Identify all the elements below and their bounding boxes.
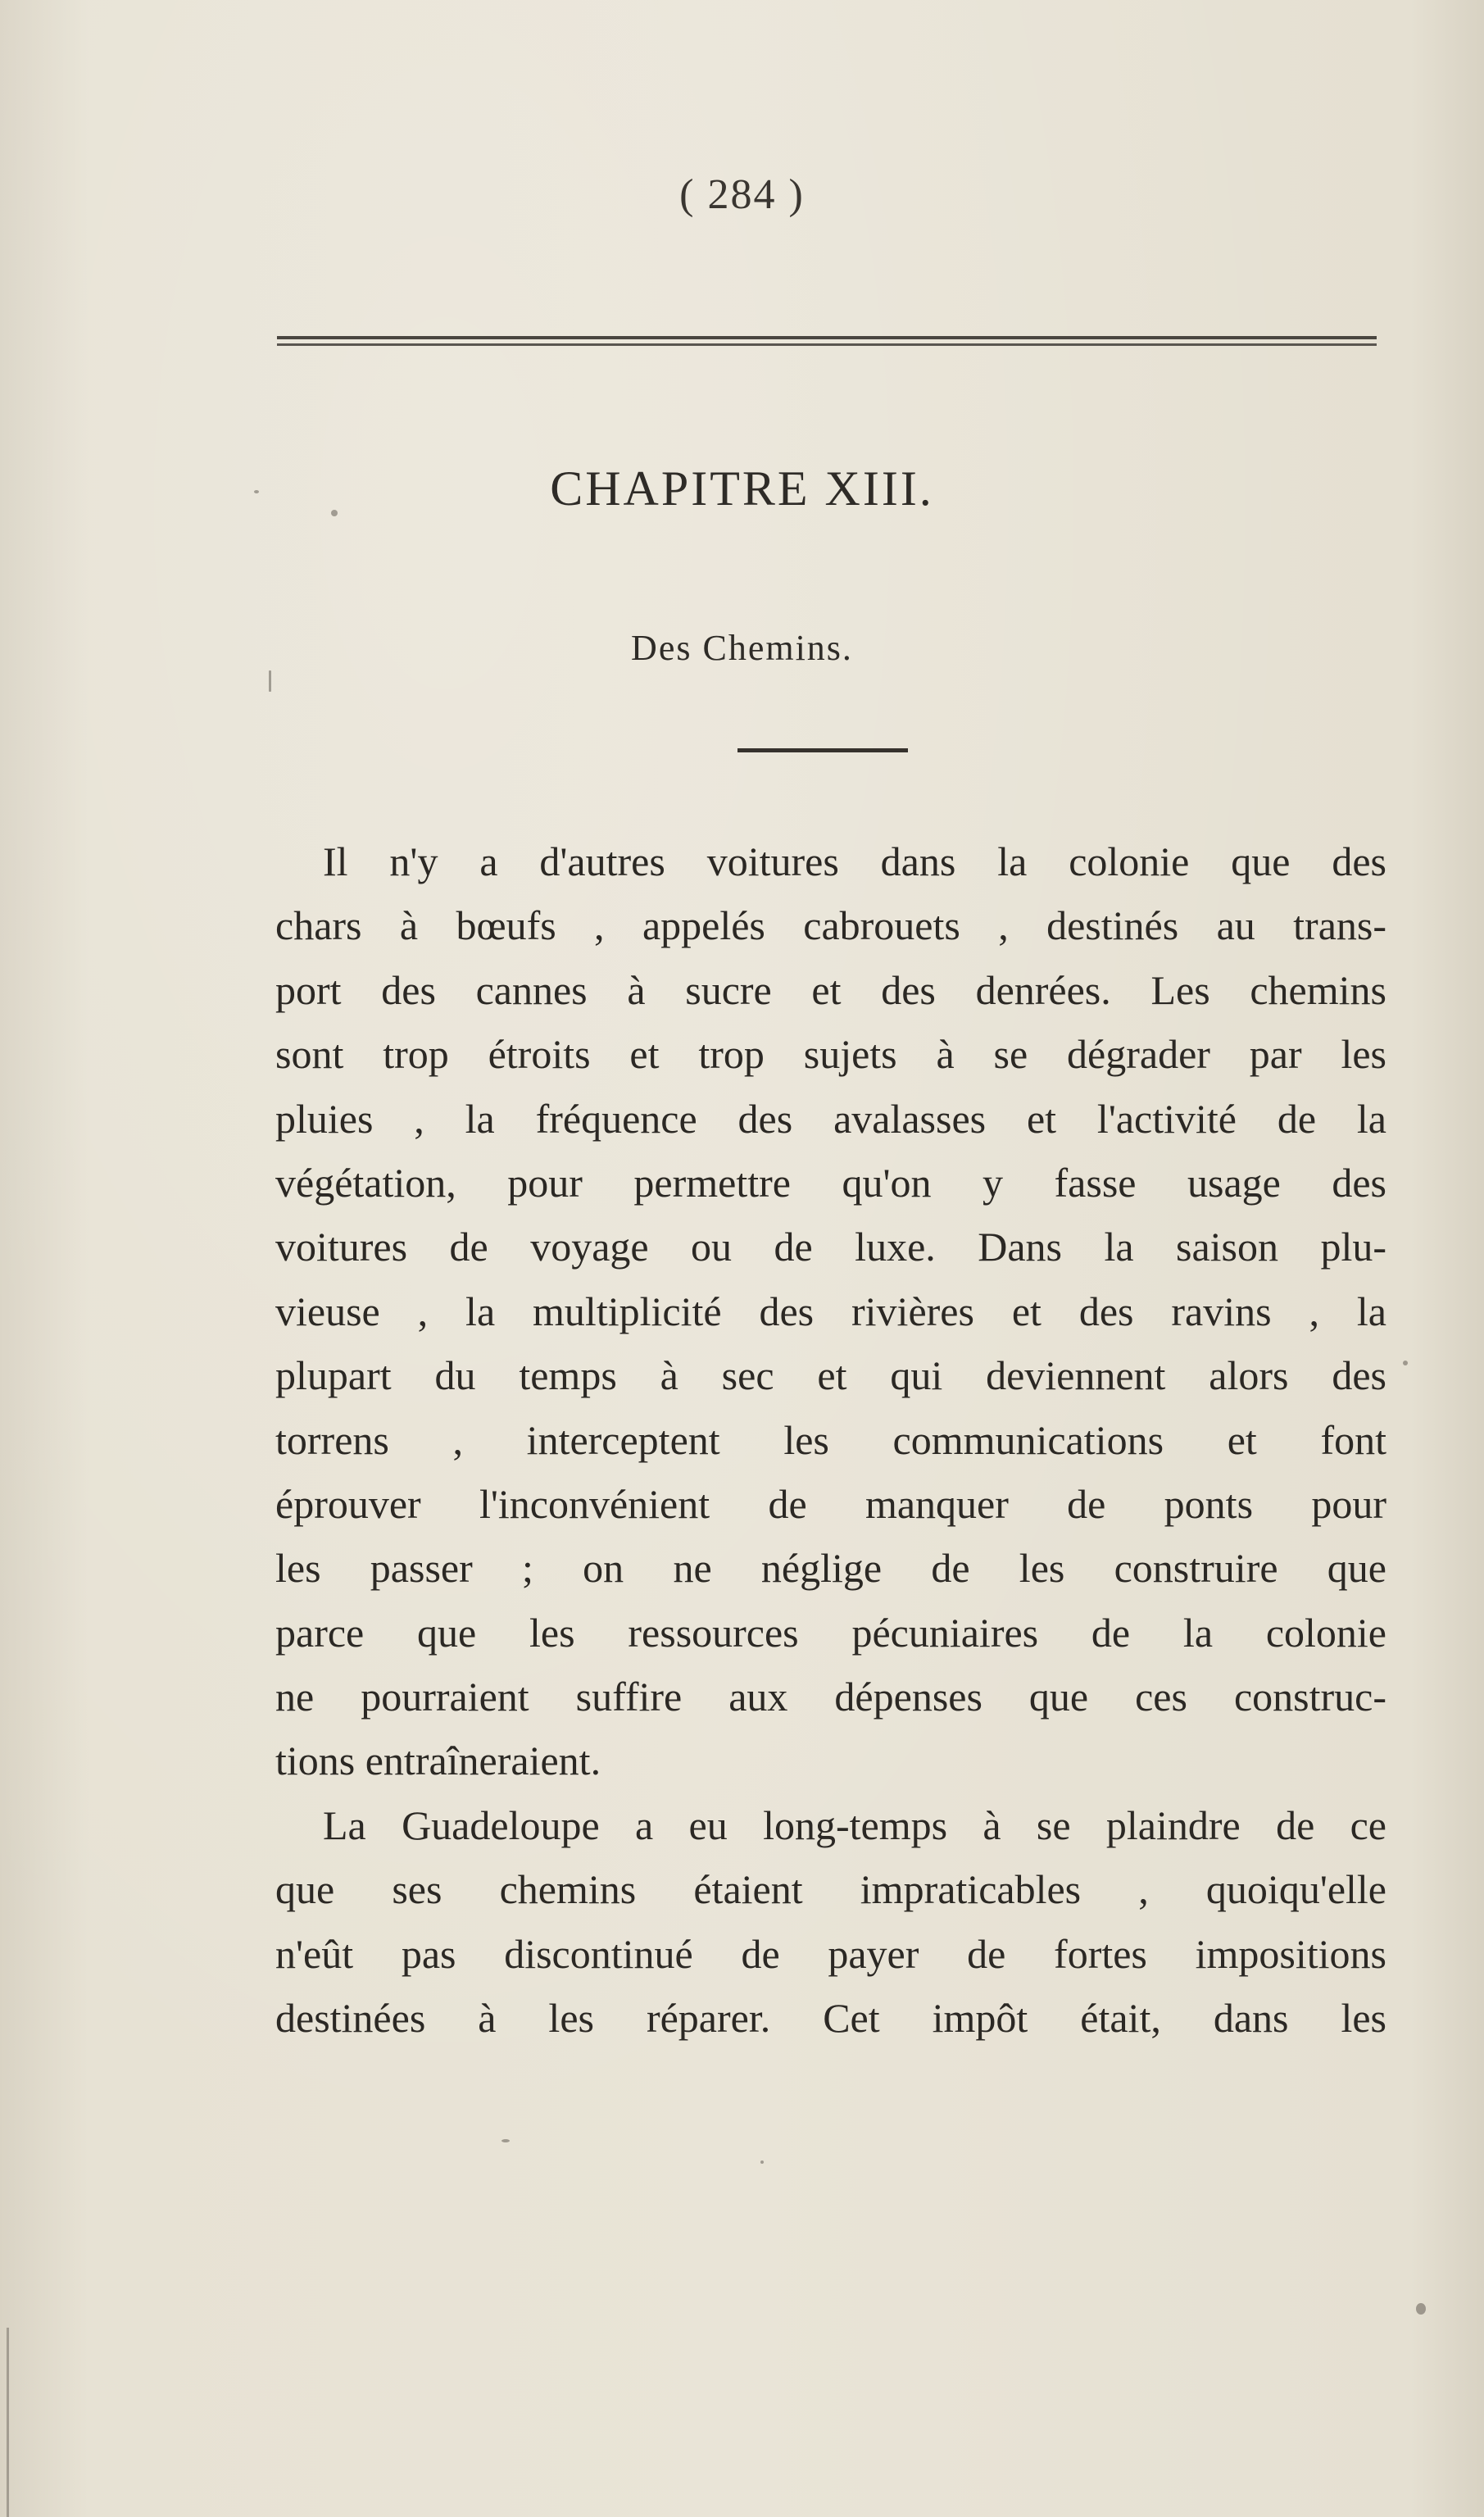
paper-speck <box>331 510 338 516</box>
text-line: voitures de voyage ou de luxe. Dans la saison plu- <box>275 1224 1386 1270</box>
body-text <box>275 829 1386 2050</box>
text-line: plupart du temps à sec et qui deviennent alors des <box>275 1352 1386 1399</box>
text-line: éprouver l'inconvénient de manquer de ponts pour <box>275 1480 1386 1527</box>
paper-speck <box>501 2139 510 2142</box>
header-rule-top <box>277 336 1377 339</box>
paper-speck <box>269 670 271 692</box>
text-line: tions entraîneraient. <box>275 1738 601 1784</box>
text-line: pluies , la fréquence des avalasses et l'activité de la <box>275 1095 1386 1142</box>
page-number: ( 284 ) <box>679 171 805 218</box>
paper-speck <box>1403 1361 1408 1365</box>
paper-speck <box>760 2160 764 2164</box>
text-line: parce que les ressources pécuniaires de la colonie <box>275 1609 1386 1656</box>
text-line: ne pourraient suffire aux dépenses que ces construc- <box>275 1674 1386 1720</box>
text-line: Il n'y a d'autres voitures dans la colonie que des <box>323 838 1386 884</box>
section-divider <box>737 748 908 752</box>
header-double-rule <box>277 336 1377 348</box>
text-line: torrens , interceptent les communications et font <box>275 1416 1386 1463</box>
paper-speck <box>1416 2303 1426 2315</box>
text-line: chars à bœufs , appelés cabrouets , destinés au trans- <box>275 902 1386 949</box>
text-line: destinées à les réparer. Cet impôt était, dans les <box>275 1995 1386 2042</box>
text-line: végétation, pour permettre qu'on y fasse usage des <box>275 1159 1386 1206</box>
paper-speck <box>254 490 259 493</box>
binding-edge <box>7 2328 9 2517</box>
chapter-subtitle: Des Chemins. <box>631 628 853 668</box>
text-line: n'eût pas discontinué de payer de fortes impositions <box>275 1930 1386 1977</box>
text-line: port des cannes à sucre et des denrées. Les chemins <box>275 966 1386 1013</box>
text-line: vieuse , la multiplicité des rivières et des ravins , la <box>275 1288 1386 1334</box>
chapter-title: CHAPITRE XIII. <box>550 461 934 516</box>
text-line: La Guadeloupe a eu long-temps à se plaindre de ce <box>323 1801 1386 1848</box>
text-line: sont trop étroits et trop sujets à se dégrader par les <box>275 1031 1386 1078</box>
header-rule-bottom <box>277 343 1377 346</box>
text-line: que ses chemins étaient impraticables , quoiqu'elle <box>275 1866 1386 1913</box>
text-line: les passer ; on ne néglige de les construire que <box>275 1545 1386 1592</box>
